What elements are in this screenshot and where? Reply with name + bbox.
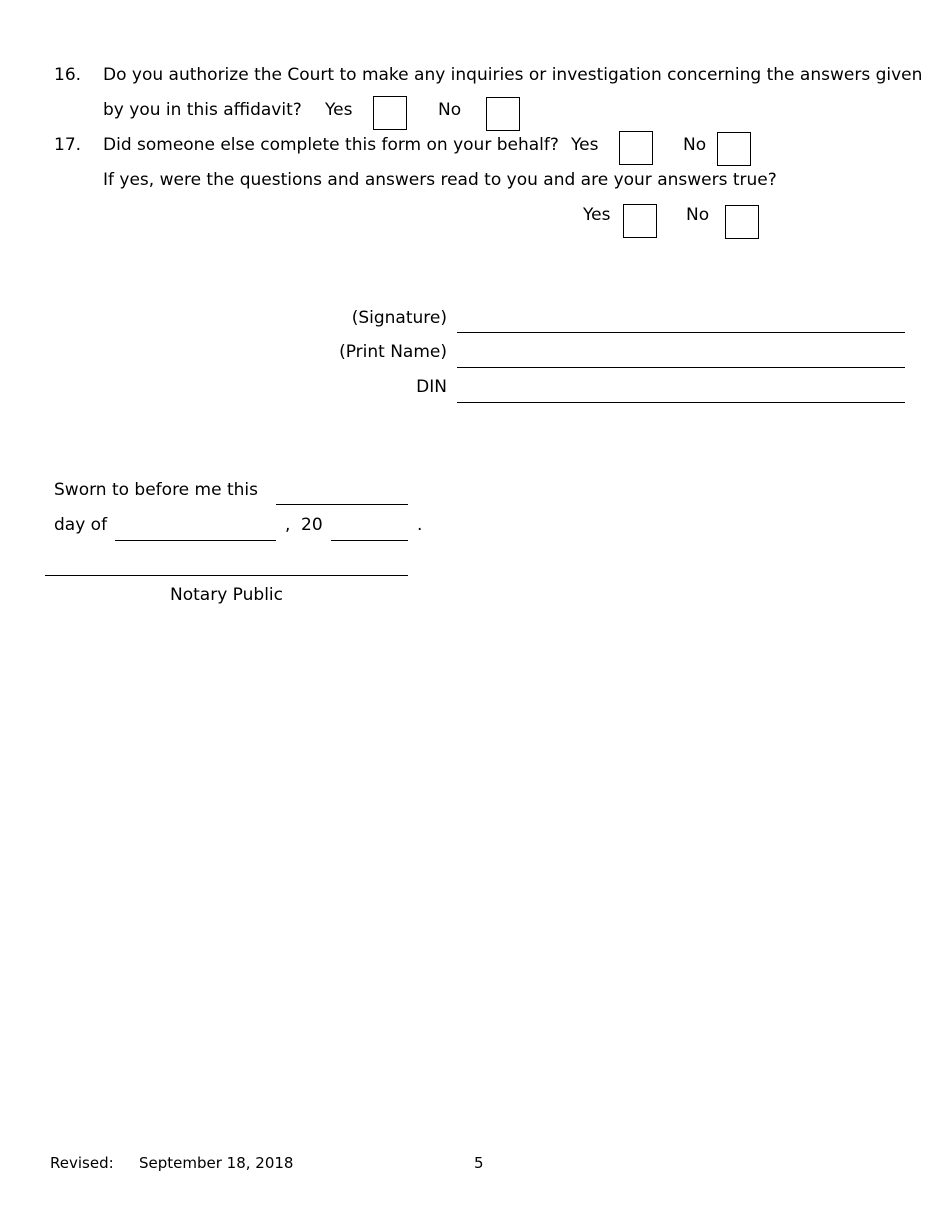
revised-date: September 18, 2018 (139, 1154, 294, 1172)
print-name-line[interactable] (457, 367, 905, 368)
period-text: . (417, 515, 423, 535)
q17-followup-text: If yes, were the questions and answers read to you and are your answers true? (103, 170, 777, 190)
year-prefix: 20 (301, 515, 323, 535)
q16-number: 16. (54, 65, 82, 85)
page-number: 5 (474, 1154, 484, 1172)
notary-signature-line[interactable] (45, 575, 408, 576)
comma-text: , (285, 515, 291, 535)
din-line[interactable] (457, 402, 905, 403)
month-line[interactable] (115, 540, 276, 541)
q17-followup-no-checkbox[interactable] (725, 205, 759, 239)
notary-public-label: Notary Public (170, 585, 283, 605)
q16-yes-checkbox[interactable] (373, 96, 407, 130)
q16-yes-label: Yes (325, 100, 353, 120)
signature-line[interactable] (457, 332, 905, 333)
day-of-text: day of (54, 515, 108, 535)
q17-number: 17. (54, 135, 82, 155)
q17-yes-label: Yes (571, 135, 599, 155)
q16-text-line2: by you in this affidavit? (103, 100, 302, 120)
q17-yes-checkbox[interactable] (619, 131, 653, 165)
year-line[interactable] (331, 540, 408, 541)
q17-no-label: No (683, 135, 707, 155)
q16-text-line1: Do you authorize the Court to make any inquiries or investigation concerning the answers given (103, 65, 923, 85)
sworn-text: Sworn to before me this (54, 480, 258, 500)
signature-label: (Signature) (351, 308, 447, 328)
q17-no-checkbox[interactable] (717, 132, 751, 166)
sworn-day-line[interactable] (276, 504, 408, 505)
q17-followup-yes-label: Yes (583, 205, 611, 225)
q17-followup-no-label: No (686, 205, 710, 225)
q17-text-line1: Did someone else complete this form on your behalf? (103, 135, 559, 155)
revised-label: Revised: (50, 1154, 114, 1172)
print-name-label: (Print Name) (339, 342, 447, 362)
q16-no-label: No (438, 100, 462, 120)
q16-no-checkbox[interactable] (486, 97, 520, 131)
din-label: DIN (416, 377, 447, 397)
q17-followup-yes-checkbox[interactable] (623, 204, 657, 238)
